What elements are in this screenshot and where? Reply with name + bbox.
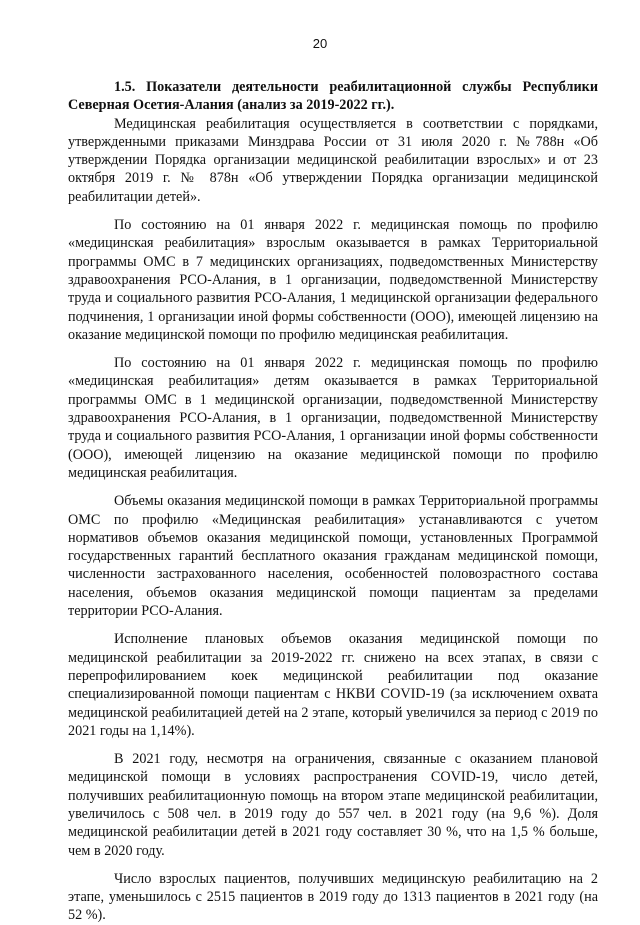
section-body (68, 78, 598, 925)
page-number: 20 (312, 36, 328, 51)
paragraph-adults-stage2: Число взрослых пациентов, получивших медицинскую реабилитацию на 2 этапе, уменьшилось с 2515 пациентов в 2019 году до 1313 пациентов в 2021 году (на 52 %). (68, 870, 598, 924)
section-heading: 1.5. Показатели деятельности реабилитационной службы Республики Северная Осетия-Алания (анализ за 2019-2022 гг.). (68, 79, 598, 114)
paragraph-plan-execution: Исполнение плановых объемов оказания медицинской помощи по медицинской реабилитации за 2019-2022 гг. снижено на всех этапах, в связи с перепрофилированием коек медицинской реабилитации под оказание специализированной помощи пациентам с НКВИ COVID-19 (за исключением охвата медицинской реабилитацией детей на 2 этапе, который увеличился за период с 2019 по 2021 годы на 1,14%). (68, 631, 598, 739)
paragraph-adult-rehab-organizations: По состоянию на 01 января 2022 г. медицинская помощь по профилю «медицинская реабилитация» взрослым оказывается в рамках Территориальной программы ОМС в 7 медицинских организациях, подведомственных Министерству здравоохранения РСО-Алания, в 1 организации, подведомственной Министерству труда и социального развития РСО-Алания, 1 медицинской организации федерального подчинения, 1 организации иной формы собственности (ООО), имеющей лицензию на оказание медицинской помощи по профилю медицинская реабилитация. (68, 217, 598, 343)
paragraph-volume-standards: Объемы оказания медицинской помощи в рамках Территориальной программы ОМС по профилю «Медицинская реабилитация» устанавливаются с учетом нормативов объемов оказания медицинской помощи, установленных Программой государственных гарантий бесплатного оказания гражданам медицинской помощи, численности застрахованного населения, особенностей половозрастного состава населения, объемов оказания медицинской помощи пациентам за пределами территории РСО-Алания. (68, 493, 598, 620)
paragraph-child-rehab-organizations: По состоянию на 01 января 2022 г. медицинская помощь по профилю «медицинская реабилитация» детям оказывается в рамках Территориальной программы ОМС в 1 медицинской организации, подведомственной Министерству здравоохранения РСО-Алания, в 1 организации, подведомственной Министерству труда и социального развития РСО-Алания, 1 организации иной формы собственности (ООО), имеющей лицензию на оказание медицинской помощи по профилю медицинская реабилитация. (68, 355, 598, 481)
paragraph-children-2021: В 2021 году, несмотря на ограничения, связанные с оказанием плановой медицинской помощи в условиях распространения COVID-19, число детей, получивших реабилитационную помощь на втором этапе медицинской реабилитации, увеличилось с 508 чел. в 2019 году до 557 чел. в 2021 году (на 9,6 %). Доля медицинской реабилитации детей в 2021 году составляет 30 %, что на 1,5 % больше, чем в 2020 году. (68, 751, 598, 859)
paragraph-legal-basis: Медицинская реабилитация осуществляется в соответствии с порядками, утвержденными приказами Минздрава России от 31 июля 2020 г. №788н «Об утверждении Порядка организации медицинской реабилитации взрослых» и от 23 октября 2019 г. № 878н «Об утверждении Порядка организации медицинской реабилитации детей». (68, 115, 598, 205)
